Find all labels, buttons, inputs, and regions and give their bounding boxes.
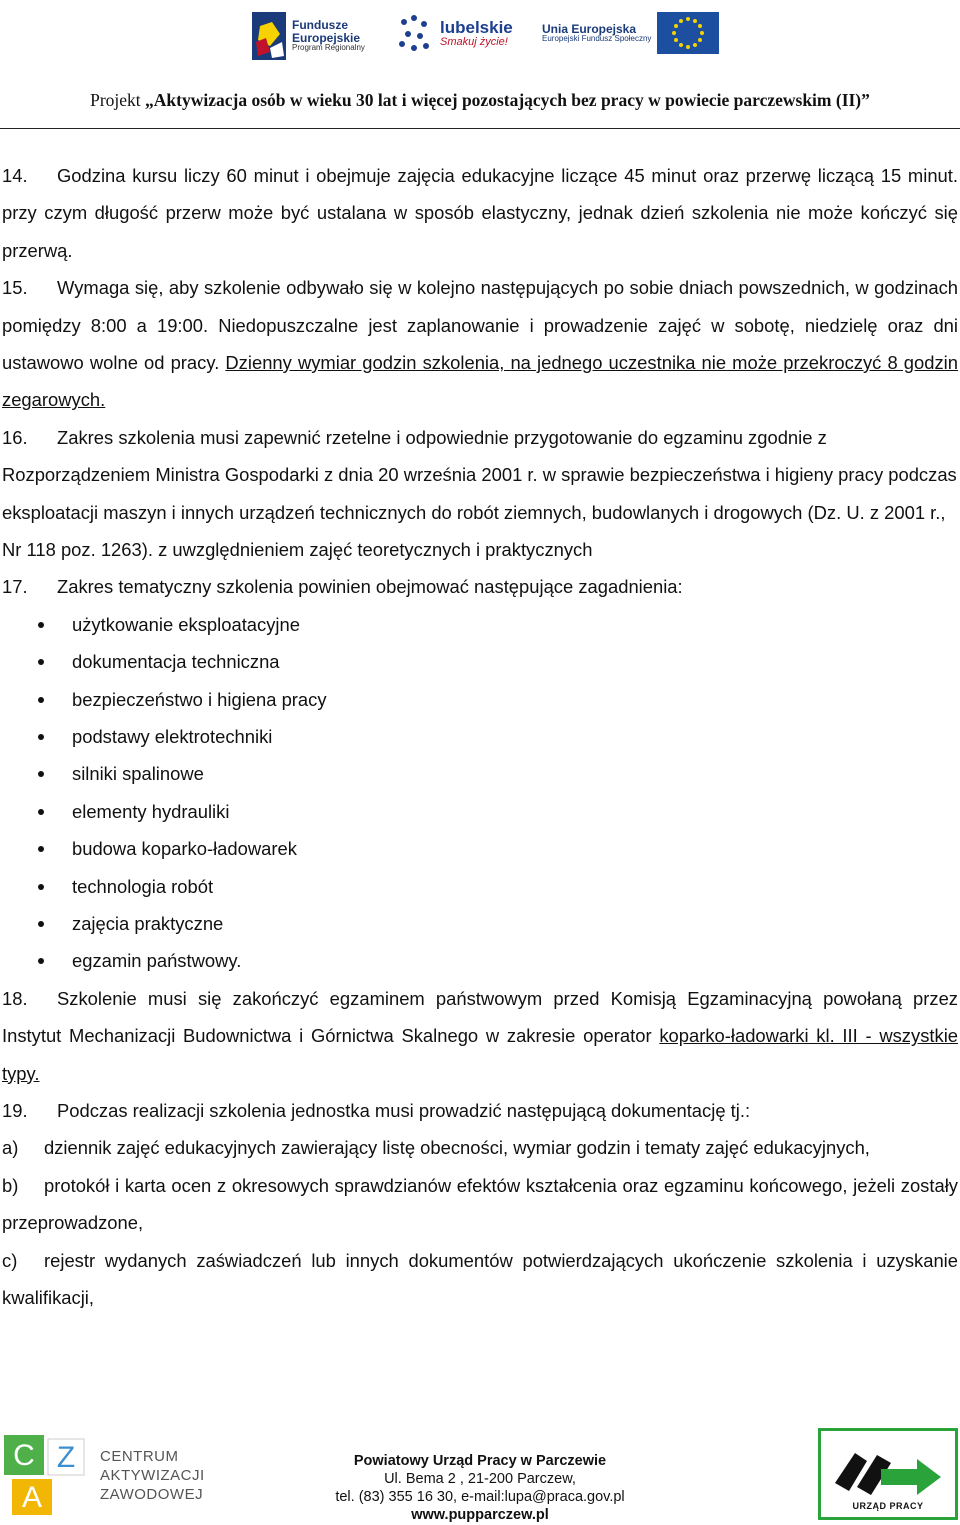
office-contact xyxy=(300,1452,660,1524)
doc-item-text: protokół i karta ocen z okresowych sprawdzianów efektów kształcenia oraz egzaminu końcowego, jeżeli zostały przeprowadzone, xyxy=(2,1174,958,1234)
bullet-icon xyxy=(38,622,44,628)
paragraph-15 xyxy=(2,269,958,419)
list-item: silniki spalinowe xyxy=(2,755,958,792)
list-item: zajęcia praktyczne xyxy=(2,905,958,942)
paragraph-number: 18. xyxy=(2,987,28,1009)
header-divider xyxy=(0,128,960,129)
project-title: „Aktywizacja osób w wieku 30 lat i więcej pozostających bez pracy w powiecie parczewskim (II)” xyxy=(145,90,870,110)
caz-letters-icon xyxy=(4,1435,90,1515)
caz-line-2: AKTYWIZACJI xyxy=(100,1466,205,1484)
doc-item-text: rejestr wydanych zaświadczeń lub innych dokumentów potwierdzających ukończenie szkolenia i uzyskanie kwalifikacji, xyxy=(2,1249,958,1309)
lubelskie-slogan: Smakuj życie! xyxy=(440,36,508,49)
svg-text:Z: Z xyxy=(56,1441,76,1474)
caz-line-1: CENTRUM xyxy=(100,1447,179,1465)
doc-item-letter: b) xyxy=(2,1174,19,1196)
paragraph-text: Zakres szkolenia musi zapewnić rzetelne i odpowiednie przygotowanie do egzaminu zgodnie z Rozporządzeniem Ministra Gospodarki z dnia 20 września 2001 r. w sprawie bezpieczeństwa i higieny pracy podczas eksploatacji maszyn i innych urządzeń technicznych do robót ziemnych, budowlanych i drogowych (Dz. U. z 2001 r., Nr 118 poz. 1263). z uwzględnieniem zajęć teoretycznych i praktycznych xyxy=(2,426,957,561)
paragraph-number: 16. xyxy=(2,426,28,448)
paragraph-17 xyxy=(2,568,958,605)
list-item: egzamin państwowy. xyxy=(2,942,958,979)
paragraph-number: 17. xyxy=(2,576,28,598)
paragraph-16 xyxy=(2,419,958,569)
project-prefix: Projekt xyxy=(90,90,146,110)
office-address: Ul. Bema 2 , 21-200 Parczew, xyxy=(384,1471,576,1487)
caz-line-3: ZAWODOWEJ xyxy=(100,1485,204,1503)
lubelskie-title: lubelskie xyxy=(440,18,513,38)
svg-text:A: A xyxy=(21,1481,43,1514)
paragraph-text: Zakres tematyczny szkolenia powinien obejmować następujące zagadnienia: xyxy=(57,576,683,598)
ue-title: Unia Europejska xyxy=(542,21,637,36)
bullet-icon xyxy=(38,771,44,777)
bullet-icon xyxy=(38,884,44,890)
paragraph-number: 14. xyxy=(2,165,28,186)
eu-flag-icon xyxy=(657,12,719,54)
lubelskie-dots-icon xyxy=(396,12,434,56)
paragraph-text: Szkolenie musi się zakończyć egzaminem państwowym przed Komisją Egzaminacyjną powołaną przez Instytut Mechanizacji Budownictwa i Górnictwa Skalnego w zakresie operator xyxy=(2,987,958,1047)
list-item: podstawy elektrotechniki xyxy=(2,718,958,755)
paragraph-underlined-text: Dzienny wymiar godzin szkolenia, na jednego uczestnika nie może przekroczyć 8 godzin zegarowych. xyxy=(2,352,958,411)
office-name: Powiatowy Urząd Pracy w Parczewie xyxy=(353,1453,607,1469)
bullet-icon xyxy=(38,809,44,815)
bullet-icon xyxy=(38,846,44,852)
paragraph-number: 15. xyxy=(2,277,28,299)
paragraph-14 xyxy=(2,157,958,269)
bullet-icon xyxy=(38,659,44,665)
urzad-pracy-label: URZĄD PRACY xyxy=(852,1501,924,1511)
paragraph-18 xyxy=(2,980,958,1092)
office-website: www.pupparczew.pl xyxy=(411,1507,549,1523)
bullet-icon xyxy=(38,921,44,927)
bullet-icon xyxy=(38,734,44,740)
fe-subtitle: Program Regionalny xyxy=(292,43,365,53)
project-title-line xyxy=(0,90,960,111)
list-item: technologia robót xyxy=(2,868,958,905)
list-item: bezpieczeństwo i higiena pracy xyxy=(2,681,958,718)
paragraph-underlined-text: koparko-ładowarki kl. III - wszystkie typy. xyxy=(2,1025,959,1084)
doc-item-b xyxy=(2,1167,958,1242)
fundusze-europejskie-logo xyxy=(252,12,365,60)
fe-title-line1: Fundusze xyxy=(292,18,348,33)
list-item: elementy hydrauliki xyxy=(2,793,958,830)
list-item: użytkowanie eksploatacyjne xyxy=(2,606,958,643)
urzad-pracy-arrow-icon xyxy=(821,1435,955,1505)
svg-text:C: C xyxy=(13,1439,35,1472)
fe-star-icon xyxy=(252,12,286,60)
document-body xyxy=(2,157,958,1316)
paragraph-text: Wymaga się, aby szkolenie odbywało się w kolejno następujących po sobie dniach powszednich, w godzinach pomiędzy 8:00 a 19:00. Niedopuszczalne jest zaplanowanie i prowadzenie zajęć w sobotę, niedzielę oraz dni ustawowo wolne od pracy. xyxy=(2,277,958,374)
lubelskie-logo xyxy=(396,12,513,56)
paragraph-number: 19. xyxy=(2,1100,28,1121)
paragraph-text: Podczas realizacji szkolenia jednostka musi prowadzić następującą dokumentację tj.: xyxy=(57,1100,751,1121)
paragraph-19 xyxy=(2,1092,958,1129)
urzad-pracy-logo xyxy=(818,1428,958,1520)
list-item: budowa koparko-ładowarek xyxy=(2,830,958,867)
office-phone-email: tel. (83) 355 16 30, e-mail:lupa@praca.gov.pl xyxy=(335,1489,625,1505)
bullet-icon xyxy=(38,958,44,964)
caz-logo xyxy=(4,1430,224,1520)
doc-item-a xyxy=(2,1129,958,1166)
unia-europejska-logo xyxy=(542,12,719,54)
fe-title-line2: Europejskie xyxy=(292,30,361,45)
doc-item-letter: a) xyxy=(2,1137,19,1159)
header-logos xyxy=(0,8,960,70)
footer xyxy=(0,1410,960,1525)
bullet-icon xyxy=(38,697,44,703)
list-item: dokumentacja techniczna xyxy=(2,643,958,680)
doc-item-c xyxy=(2,1242,958,1317)
doc-item-text: dziennik zajęć edukacyjnych zawierający listę obecności, wymiar godzin i tematy zajęć edukacyjnych, xyxy=(44,1137,870,1159)
paragraph-text: Godzina kursu liczy 60 minut i obejmuje zajęcia edukacyjne liczące 45 minut oraz przerwę liczącą 15 minut. przy czym długość przerw może być ustalana w sposób elastyczny, jednak dzień szkolenia nie może kończyć się przerwą. xyxy=(2,165,958,261)
ue-subtitle: Europejski Fundusz Społeczny xyxy=(542,34,652,44)
doc-item-letter: c) xyxy=(2,1249,18,1271)
topics-list xyxy=(2,606,958,980)
